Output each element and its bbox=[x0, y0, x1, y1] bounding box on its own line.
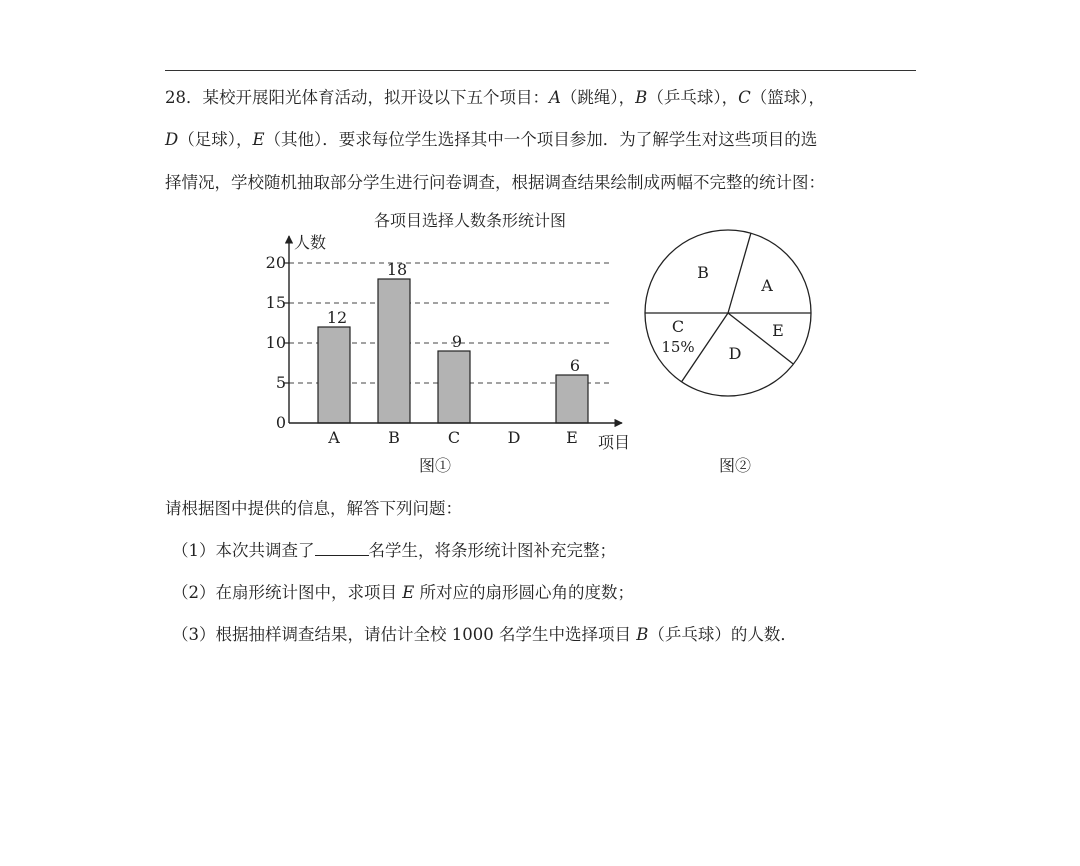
pie-label-e: E bbox=[772, 321, 784, 340]
figure-1-caption: 图① bbox=[418, 456, 452, 475]
pie-percent-c: 15% bbox=[661, 338, 695, 356]
item-b-name: （乒乓球）， bbox=[647, 88, 739, 107]
item-c-letter: C bbox=[738, 88, 751, 107]
bar-e bbox=[556, 375, 588, 423]
data-label-c: 9 bbox=[451, 332, 463, 351]
x-tick-label-b: B bbox=[388, 428, 400, 447]
item-e-letter: E bbox=[252, 130, 265, 149]
question-1-text-b: 名学生，将条形统计图补充完整； bbox=[368, 541, 616, 560]
item-e-name: （其他）． bbox=[264, 130, 339, 149]
y-tick-label-10: 10 bbox=[265, 333, 286, 352]
bar-chart bbox=[266, 211, 630, 475]
x-tick-labels bbox=[327, 428, 578, 447]
pie-divider-0 bbox=[728, 233, 751, 313]
y-tick-label-0: 0 bbox=[275, 413, 286, 432]
problem-number: 28． bbox=[165, 88, 203, 107]
question-3-letter: B bbox=[636, 625, 649, 644]
pie-label-c: C bbox=[671, 317, 685, 336]
y-tick-labels bbox=[266, 253, 286, 432]
y-tick-label-15: 15 bbox=[265, 293, 286, 312]
question-1-text-a: （1）本次共调查了 bbox=[172, 541, 315, 560]
item-d-name: （足球）， bbox=[178, 130, 253, 149]
data-label-b: 18 bbox=[386, 260, 408, 279]
x-tick-label-e: E bbox=[566, 428, 578, 447]
y-axis-label: 人数 bbox=[294, 233, 327, 252]
pie-label-a: A bbox=[761, 276, 773, 295]
pie-label-d: D bbox=[728, 344, 742, 363]
data-label-a: 12 bbox=[326, 308, 348, 327]
bar-chart-title: 各项目选择人数条形统计图 bbox=[373, 211, 567, 230]
item-a-name: （跳绳）， bbox=[560, 88, 636, 107]
y-tick-label-5: 5 bbox=[275, 373, 286, 392]
question-2-text-a: （2）在扇形统计图中，求项目 bbox=[172, 583, 397, 602]
x-tick-label-c: C bbox=[447, 428, 461, 447]
figure-2-caption: 图② bbox=[718, 456, 752, 475]
question-3-text-b: （乒乓球）的人数． bbox=[648, 625, 797, 644]
bar-b bbox=[378, 279, 410, 423]
question-2-letter: E bbox=[402, 583, 415, 602]
pie-label-b: B bbox=[697, 263, 709, 282]
answer-blank[interactable] bbox=[315, 541, 369, 556]
data-label-e: 6 bbox=[569, 356, 581, 375]
pie-chart bbox=[645, 230, 811, 475]
item-d-letter: D bbox=[165, 130, 179, 149]
x-tick-label-a: A bbox=[328, 428, 340, 447]
question-1 bbox=[172, 541, 616, 561]
bar-a bbox=[318, 327, 350, 423]
question-3 bbox=[172, 625, 797, 645]
problem-intro: 某校开展阳光体育活动，拟开设以下五个项目： bbox=[202, 88, 549, 107]
x-tick-label-d: D bbox=[507, 428, 521, 447]
question-2-text-b: 所对应的扇形圆心角的度数； bbox=[419, 583, 635, 602]
item-c-name: （篮球）， bbox=[750, 88, 825, 107]
item-a-letter: A bbox=[549, 88, 561, 107]
bar-c bbox=[438, 351, 470, 423]
problem-requirement: 要求每位学生选择其中一个项目参加．为了解学生对这些项目的选 bbox=[338, 130, 818, 149]
question-2 bbox=[172, 583, 634, 603]
bars bbox=[318, 260, 588, 423]
problem-survey-text: 择情况，学校随机抽取部分学生进行问卷调查，根据调查结果绘制成两幅不完整的统计图： bbox=[165, 173, 825, 192]
x-axis-label: 项目 bbox=[598, 433, 631, 452]
item-b-letter: B bbox=[635, 88, 648, 107]
question-3-text-a: （3）根据抽样调查结果，请估计全校 1000 名学生中选择项目 bbox=[172, 625, 631, 644]
questions-prompt: 请根据图中提供的信息，解答下列问题： bbox=[165, 499, 462, 518]
y-tick-label-20: 20 bbox=[265, 253, 286, 272]
